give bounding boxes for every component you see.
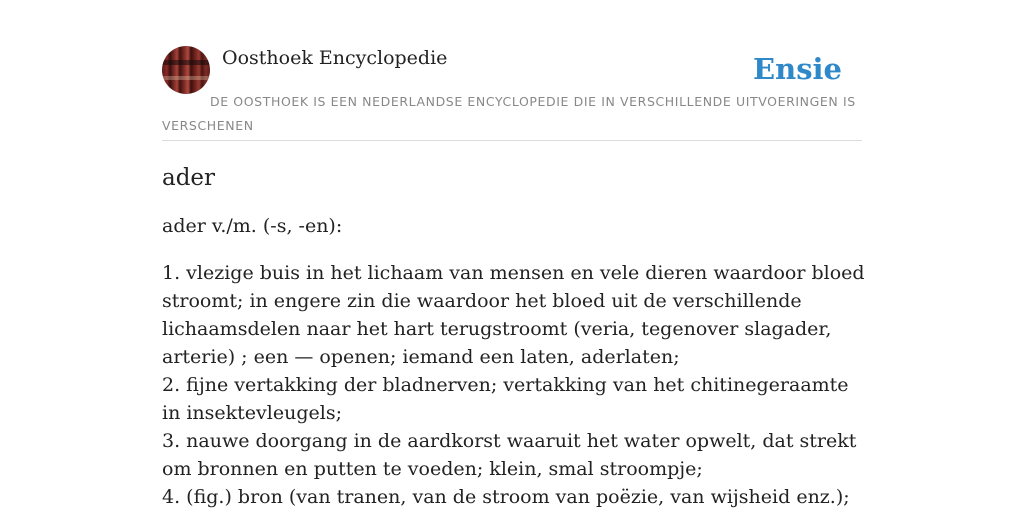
site-tagline: DE OOSTHOEK IS EEN NEDERLANDSE ENCYCLOPEDIE DIE IN VERSCHILLENDE UITVOERINGEN IS VERSCHENEN — [162, 94, 856, 133]
definition-item: 2. fijne vertakking der bladnerven; vertakking van het chitinegeraamte in insektevleugels; — [162, 374, 849, 424]
site-title[interactable]: Oosthoek Encyclopedie — [222, 47, 448, 69]
definition-item: 1. vlezige buis in het lichaam van mensen en vele dieren waardoor bloed stroomt; in engere zin die waardoor het bloed uit de verschillende lichaamsdelen naar het hart terugstroomt (veria, tegenover slagader, arterie) ; een — openen; iemand een laten, aderlaten; — [162, 262, 865, 368]
definition-list — [162, 259, 867, 511]
headword-line: ader v./m. (-s, -en): — [162, 215, 343, 237]
entry-title: ader — [162, 165, 216, 191]
ensie-logo-link[interactable]: Ensie — [753, 52, 842, 86]
encyclopedia-books-avatar[interactable] — [162, 46, 210, 94]
definition-item: 3. nauwe doorgang in de aardkorst waaruit het water opwelt, dat strekt om bronnen en putten te voeden; klein, smal stroompje; — [162, 430, 857, 480]
definition-item: 4. (fig.) bron (van tranen, van de stroom van poëzie, van wijsheid enz.); — [162, 486, 850, 508]
entry-content — [162, 160, 867, 511]
site-header — [162, 46, 862, 141]
